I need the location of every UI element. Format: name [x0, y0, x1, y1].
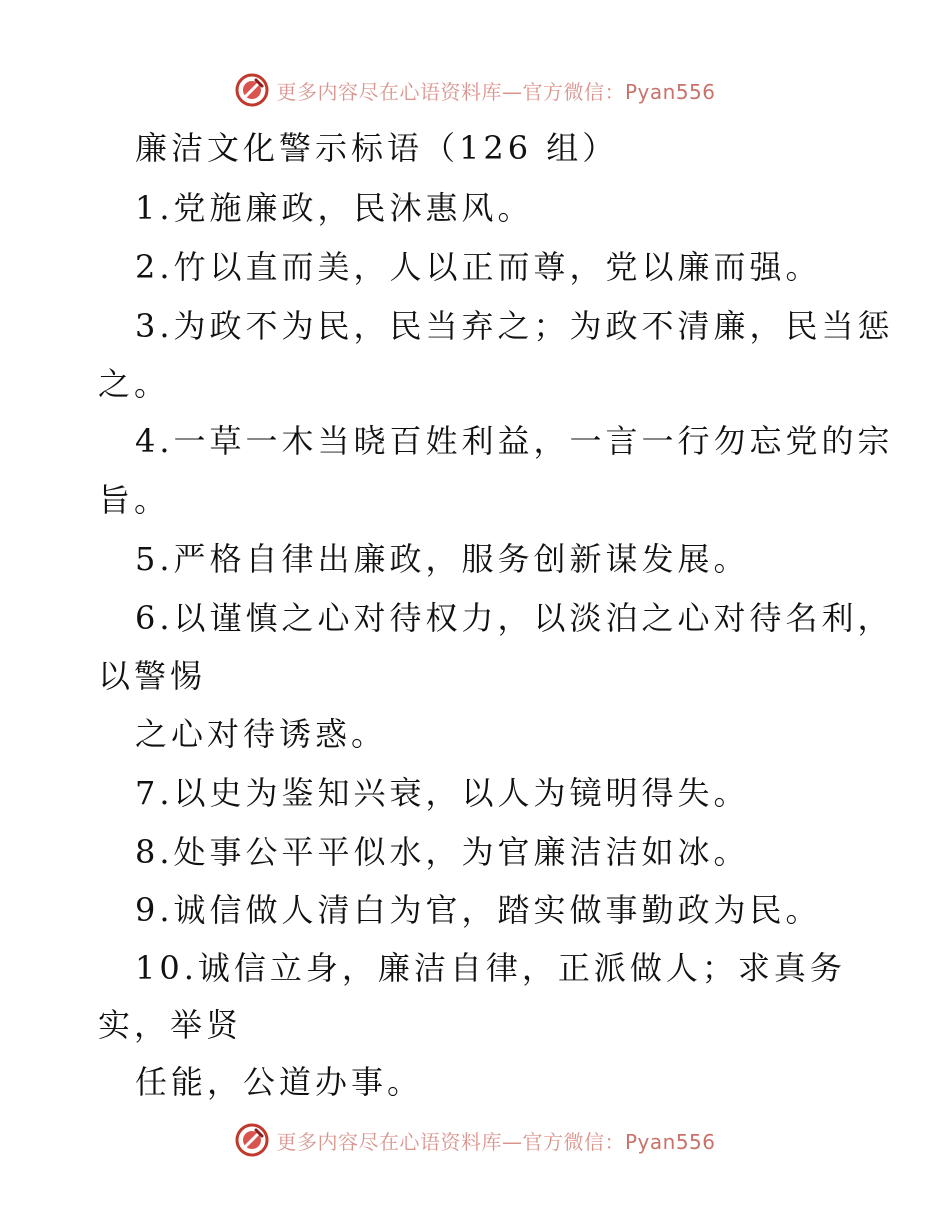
header-banner: [0, 70, 950, 110]
footer-banner: [0, 1120, 950, 1160]
document-line: 8.处事公平平似水，为官廉洁洁如冰。: [135, 833, 750, 871]
banner-wechat-id: Pyan556: [624, 79, 716, 104]
document-line: 3.为政不为民，民当弃之；为政不清廉，民当惩: [135, 307, 894, 345]
document-line: 任能，公道办事。: [135, 1063, 424, 1101]
document-line: 10.诚信立身，廉洁自律，正派做人；求真务: [135, 949, 846, 987]
banner-text: 更多内容尽在心语资料库—官方微信：Pyan556: [276, 79, 716, 104]
banner-text: 更多内容尽在心语资料库—官方微信：Pyan556: [276, 1129, 716, 1154]
document-line: 9.诚信做人清白为官，踏实做事勤政为民。: [135, 891, 822, 929]
document-line: 1.党施廉政，民沐惠风。: [135, 189, 534, 227]
document-line: 之。: [98, 365, 171, 403]
document-title: 廉洁文化警示标语（126 组）: [135, 129, 619, 167]
document-line: 6.以谨慎之心对待权力，以淡泊之心对待名利，: [135, 599, 894, 637]
document-line: 4.一草一木当晓百姓利益，一言一行勿忘党的宗: [135, 422, 894, 460]
document-line: 旨。: [98, 481, 171, 519]
document-line: 7.以史为鉴知兴衰，以人为镜明得失。: [135, 774, 750, 812]
document-line: 实，举贤: [98, 1006, 243, 1044]
red-seal-logo-icon: [234, 1122, 270, 1158]
document-line: 2.竹以直而美，人以正而尊，党以廉而强。: [135, 248, 822, 286]
document-line: 以警惕: [98, 657, 207, 695]
red-seal-logo-icon: [234, 72, 270, 108]
banner-wechat-id: Pyan556: [624, 1129, 716, 1154]
document-line: 之心对待诱惑。: [135, 715, 388, 753]
document-line: 5.严格自律出廉政，服务创新谋发展。: [135, 540, 750, 578]
